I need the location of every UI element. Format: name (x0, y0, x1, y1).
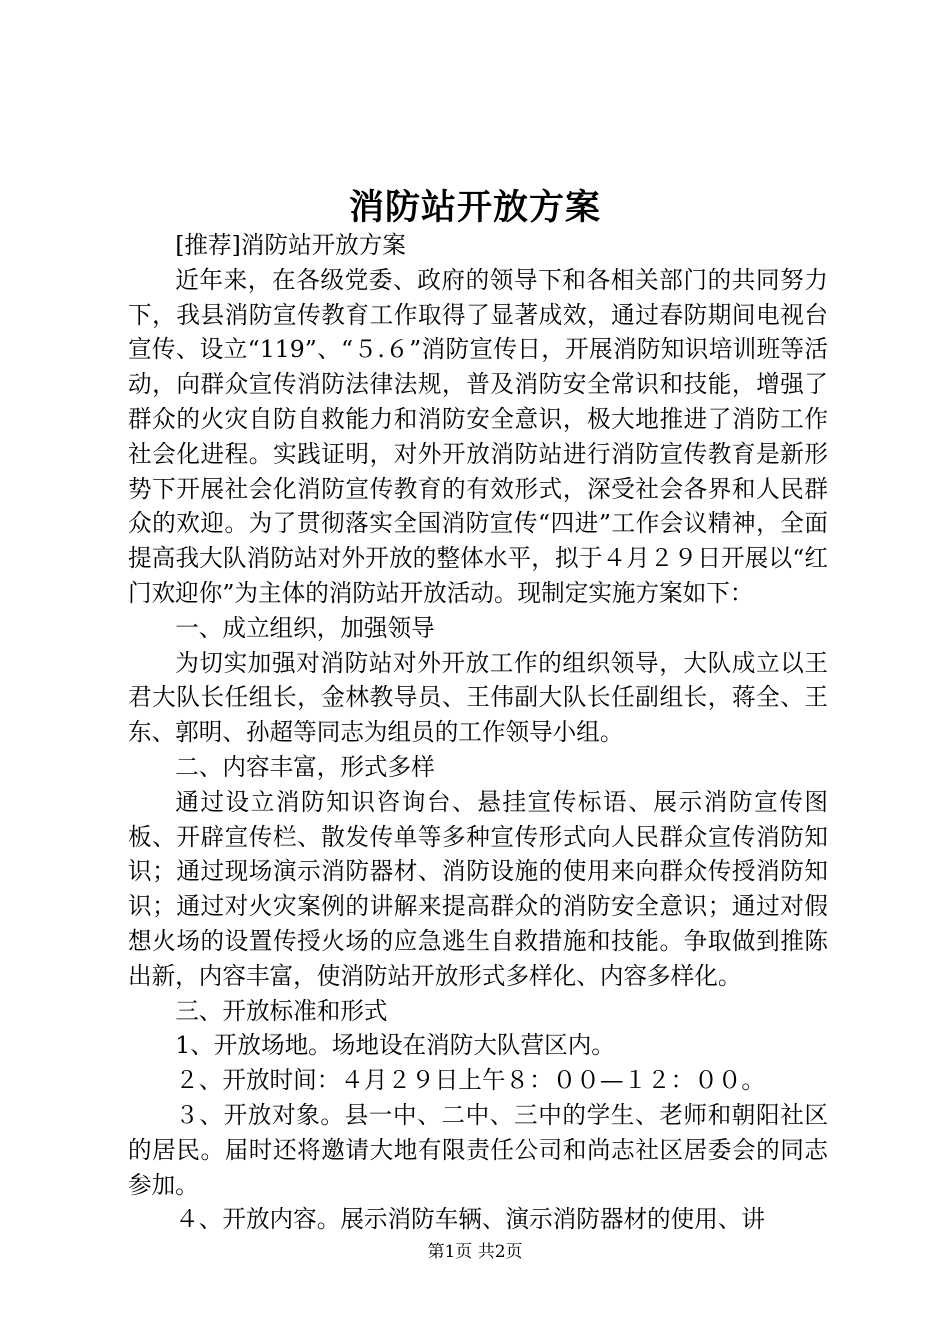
paragraph-recommend: [推荐]消防站开放方案 (175, 231, 406, 259)
document-title: 消防站开放方案 (348, 187, 601, 228)
paragraph-content: 通过设立消防知识咨询台、悬挂宣传标语、展示消防宣传图板、开辟宣传栏、散发传单等多种宣传形式向人民群众宣传消防知识；通过现场演示消防器材、消防设施的使用来向群众传授消防知识；通过对火灾案例的讲解来提高群众的消防安全意识；通过对假想火场的设置传授火场的应急逃生自救措施和技能。争取做到推陈出新，内容丰富，使消防站开放形式多样化、内容多样化。 (128, 787, 828, 990)
document-body (128, 228, 828, 1237)
paragraph-intro: 近年来，在各级党委、政府的领导下和各相关部门的共同努力下，我县消防宣传教育工作取得了显著成效，通过春防期间电视台宣传、设立“119”、“５.６”消防宣传日，开展消防知识培训班等活动，向群众宣传消防法律法规，普及消防安全常识和技能，增强了群众的火灾自防自救能力和消防安全意识，极大地推进了消防工作社会化进程。实践证明，对外开放消防站进行消防宣传教育是新形势下开展社会化消防宣传教育的有效形式，深受社会各界和人民群众的欢迎。为了贯彻落实全国消防宣传“四进”工作会议精神，全面提高我大队消防站对外开放的整体水平，拟于４月２９日开展以“红门欢迎你”为主体的消防站开放活动。现制定实施方案如下： (128, 265, 828, 607)
section-heading-1: 一、成立组织，加强领导 (175, 613, 435, 642)
page-footer: 第1页 共2页 (427, 1242, 523, 1262)
list-item-content: ４、开放内容。展示消防车辆、演示消防器材的使用、讲 (175, 1205, 766, 1234)
list-item-venue: 1、开放场地。场地设在消防大队营区内。 (175, 1031, 615, 1060)
section-heading-2: 二、内容丰富，形式多样 (175, 752, 435, 781)
list-item-audience: ３、开放对象。县一中、二中、三中的学生、老师和朝阳社区的居民。届时还将邀请大地有限责任公司和尚志社区居委会的同志参加。 (128, 1100, 828, 1199)
section-heading-3: 三、开放标准和形式 (175, 996, 388, 1025)
paragraph-organization: 为切实加强对消防站对外开放工作的组织领导，大队成立以王君大队长任组长，金林教导员、王伟副大队长任副组长，蒋全、王东、郭明、孙超等同志为组员的工作领导小组。 (128, 648, 828, 747)
list-item-time: ２、开放时间：４月２９日上午８：００—１２：００。 (175, 1066, 766, 1095)
